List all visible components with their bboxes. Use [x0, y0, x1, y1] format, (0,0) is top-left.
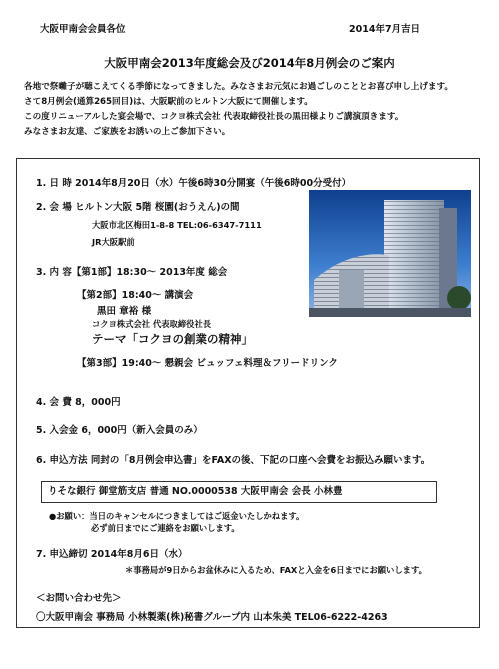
hotel-photo	[309, 190, 471, 317]
event-venue: 2. 会 場 ヒルトン大阪 5階 桜園(おうえん)の間	[36, 202, 240, 213]
bank-account-box: りそな銀行 御堂筋支店 普通 NO.0000538 大阪甲南会 会長 小林豊	[41, 481, 437, 503]
event-datetime: 1. 日 時 2014年8月20日（水）午後6時30分開宴（午後6時00分受付）	[36, 178, 352, 189]
intro-line-3: この度リニューアルした宴会場で、コクヨ株式会社 代表取締役社長の黒田様よりご講演頂きます。	[24, 112, 404, 122]
venue-station: JR大阪駅前	[92, 237, 135, 247]
page-title: 大阪甲南会2013年度総会及び2014年8月例会のご案内	[104, 56, 395, 70]
membership-fee: 4. 会 費 8，000円	[36, 397, 121, 408]
program-part1: 3. 内 容【第1部】18:30～ 2013年度 総会	[36, 267, 228, 278]
program-part2: 【第2部】18:40～ 講演会	[77, 290, 194, 301]
cancel-notice-1: ●お願い：当日のキャンセルにつきましてはご返金いたしかねます。	[49, 511, 305, 521]
contact-label: ＜お問い合わせ先＞	[36, 593, 122, 604]
intro-line-2: さて8月例会(通算265回目)は、大阪駅前のヒルトン大阪にて開催します。	[24, 97, 313, 107]
application-deadline: 7. 申込締切 2014年8月6日（水）	[36, 549, 188, 560]
lecture-theme: テーマ「コクヨの創業の精神」	[92, 332, 253, 346]
intro-line-1: 各地で祭囃子が聴こえてくる季節になってきました。みなさまお元気にお過ごしのこととお喜び申し上げます。	[24, 82, 454, 92]
issue-date: 2014年7月吉日	[349, 24, 421, 35]
intro-line-4: みなさまお友達、ご家族をお誘いの上ご参加下さい。	[24, 127, 231, 137]
entrance-fee: 5. 入会金 6，000円（新入会員のみ）	[36, 425, 203, 436]
deadline-note: ＊事務局が9日からお盆休みに入るため、FAXと入金を6日までにお願いします。	[125, 565, 427, 575]
recipient-line: 大阪甲南会会員各位	[40, 24, 126, 35]
contact-info: 〇大阪甲南会 事務局 小林製薬(株)秘書グループ内 山本朱美 TEL06-6222-4263	[36, 612, 388, 623]
cancel-notice-2: 必ず前日までにご連絡をお願いします。	[91, 523, 240, 533]
program-part3: 【第3部】19:40～ 懇親会 ビュッフェ料理＆フリードリンク	[77, 358, 338, 369]
speaker-title: コクヨ株式会社 代表取締役社長	[92, 319, 212, 329]
application-method: 6. 申込方法 同封の「8月例会申込書」をFAXの後、下記の口座へ会費をお振込み願います。	[36, 455, 431, 466]
speaker-name: 黒田 章裕 様	[97, 306, 152, 317]
venue-address: 大阪市北区梅田1-8-8 TEL:06-6347-7111	[92, 220, 262, 230]
hotel-building-image	[309, 190, 471, 317]
